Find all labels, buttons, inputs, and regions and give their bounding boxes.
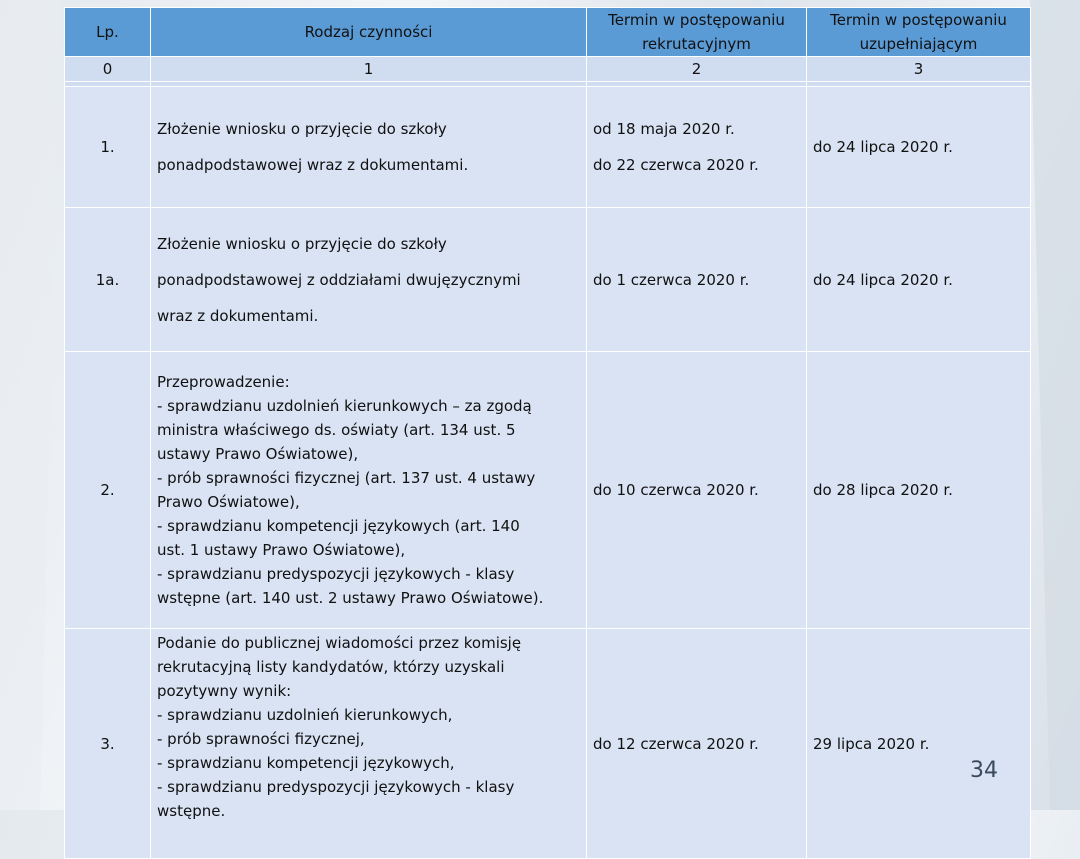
activity-line: - prób sprawności fizycznej (art. 137 ust. 4 ustawy — [157, 469, 536, 487]
header-activity: Rodzaj czynności — [151, 8, 587, 57]
row-term-supplementary: do 24 lipca 2020 r. — [807, 87, 1031, 208]
activity-line: - sprawdzianu uzdolnień kierunkowych, — [157, 706, 453, 724]
table-row — [65, 208, 1031, 352]
column-number: 1 — [151, 57, 587, 82]
activity-line: wraz z dokumentami. — [157, 306, 319, 325]
activity-line: Podanie do publicznej wiadomości przez komisję — [157, 634, 522, 652]
row-term-recruitment — [587, 87, 807, 208]
activity-line: Złożenie wniosku o przyjęcie do szkoły — [157, 234, 447, 253]
column-number: 0 — [65, 57, 151, 82]
schedule-table — [64, 7, 1031, 859]
row-activity — [151, 208, 587, 352]
header-term-supplementary — [807, 8, 1031, 57]
header-term-recruitment — [587, 8, 807, 57]
activity-line: - sprawdzianu uzdolnień kierunkowych – za zgodą — [157, 397, 532, 415]
column-number: 2 — [587, 57, 807, 82]
activity-line: wstępne (art. 140 ust. 2 ustawy Prawo Oświatowe). — [157, 589, 544, 607]
page-number: 34 — [970, 758, 998, 783]
activity-line: ust. 1 ustawy Prawo Oświatowe), — [157, 541, 406, 559]
activity-line: - prób sprawności fizycznej, — [157, 730, 365, 748]
table-row — [65, 87, 1031, 208]
activity-line: ustawy Prawo Oświatowe), — [157, 445, 359, 463]
activity-line: ministra właściwego ds. oświaty (art. 134 ust. 5 — [157, 421, 516, 439]
row-lp: 2. — [65, 352, 151, 629]
activity-line: ponadpodstawowej wraz z dokumentami. — [157, 156, 469, 174]
term-line: do 22 czerwca 2020 r. — [593, 156, 759, 174]
term-line: od 18 maja 2020 r. — [593, 120, 735, 138]
table-row — [65, 352, 1031, 629]
header-term-recruitment-line: rekrutacyjnym — [642, 35, 751, 53]
row-term-supplementary: do 24 lipca 2020 r. — [807, 208, 1031, 352]
header-term-supplementary-line: Termin w postępowaniu — [830, 11, 1007, 29]
header-term-recruitment-line: Termin w postępowaniu — [608, 11, 785, 29]
activity-line: Przeprowadzenie: — [157, 373, 290, 391]
row-lp: 3. — [65, 629, 151, 859]
row-activity — [151, 352, 587, 629]
table-row — [65, 629, 1031, 859]
activity-line: - sprawdzianu kompetencji językowych (art. 140 — [157, 517, 520, 535]
header-lp: Lp. — [65, 8, 151, 57]
activity-line: - sprawdzianu predyspozycji językowych - klasy — [157, 778, 515, 796]
activity-line: Złożenie wniosku o przyjęcie do szkoły — [157, 120, 447, 138]
activity-line: wstępne. — [157, 802, 226, 820]
row-lp: 1. — [65, 87, 151, 208]
column-number-row — [65, 57, 1031, 82]
schedule-table-container — [64, 7, 1030, 859]
row-lp: 1a. — [65, 208, 151, 352]
row-activity — [151, 629, 587, 859]
activity-line: pozytywny wynik: — [157, 682, 292, 700]
activity-line: - sprawdzianu kompetencji językowych, — [157, 754, 455, 772]
activity-line: ponadpodstawowej z oddziałami dwujęzycznymi — [157, 270, 521, 289]
row-term-supplementary: do 28 lipca 2020 r. — [807, 352, 1031, 629]
row-term-recruitment: do 12 czerwca 2020 r. — [587, 629, 807, 859]
header-term-supplementary-line: uzupełniającym — [859, 35, 978, 53]
table-header-row — [65, 8, 1031, 57]
row-term-supplementary: 29 lipca 2020 r. — [807, 629, 1031, 859]
activity-line: - sprawdzianu predyspozycji językowych - klasy — [157, 565, 515, 583]
activity-line: Prawo Oświatowe), — [157, 493, 300, 511]
row-term-recruitment: do 1 czerwca 2020 r. — [587, 208, 807, 352]
row-activity — [151, 87, 587, 208]
row-term-recruitment: do 10 czerwca 2020 r. — [587, 352, 807, 629]
column-number: 3 — [807, 57, 1031, 82]
activity-line: rekrutacyjną listy kandydatów, którzy uzyskali — [157, 658, 505, 676]
